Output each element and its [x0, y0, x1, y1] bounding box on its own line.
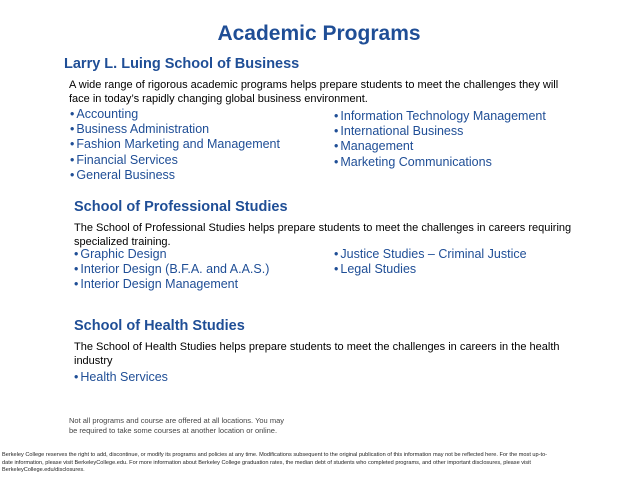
school-business-description: [69, 78, 558, 106]
bullet-icon: •: [334, 124, 339, 139]
program-item: [70, 107, 280, 122]
program-item: [70, 168, 280, 183]
program-item: [74, 262, 269, 277]
bullet-icon: •: [74, 262, 79, 277]
bullet-icon: •: [70, 167, 75, 182]
school-health-programs: [74, 370, 168, 385]
bullet-icon: •: [334, 109, 339, 123]
bullet-icon: •: [334, 139, 339, 154]
footer-line: BerkeleyCollege.edu/disclosures.: [2, 467, 85, 473]
description-line: A wide range of rigorous academic programs helps prepare students to meet the challenges they will: [69, 79, 559, 91]
footer-line: date information, please visit BerkeleyCollege.edu. For more information about Berkeley College graduation rates, the median debt of students who completed programs, and other important disclosures, please visit: [2, 459, 531, 466]
program-label: Information Technology Management: [340, 109, 546, 123]
description-line: The School of Professional Studies helps prepare students to meet the challenges in careers requiring: [74, 222, 572, 234]
school-professional-heading: School of Professional Studies: [74, 199, 288, 215]
program-item: [334, 139, 546, 154]
program-label: Interior Design (B.F.A. and A.A.S.): [80, 262, 270, 277]
note-line: be required to take some courses at another location or online.: [69, 425, 278, 435]
bullet-icon: •: [334, 262, 339, 277]
bullet-icon: •: [70, 107, 75, 121]
program-item: [74, 277, 269, 292]
program-item: [334, 124, 546, 139]
bullet-icon: •: [334, 247, 339, 261]
school-business-programs-right: [334, 109, 546, 170]
description-line: industry: [74, 355, 113, 367]
description-line: The School of Health Studies helps prepare students to meet the challenges in careers in the health: [74, 341, 560, 353]
program-item: [74, 370, 168, 385]
school-professional-programs-left: [74, 247, 269, 293]
school-professional-programs-right: [334, 247, 527, 277]
program-item: [334, 109, 546, 124]
school-business-programs-left: [70, 107, 280, 183]
program-label: Marketing Communications: [340, 154, 492, 169]
bullet-icon: •: [74, 277, 79, 292]
program-item: [334, 155, 546, 170]
program-label: Management: [340, 139, 414, 154]
program-label: Fashion Marketing and Management: [76, 137, 280, 152]
program-label: Accounting: [76, 107, 139, 121]
program-label: Business Administration: [76, 122, 210, 137]
school-professional-description: [74, 221, 571, 249]
bullet-icon: •: [334, 154, 339, 169]
program-label: Health Services: [80, 370, 168, 384]
program-item: [334, 247, 527, 262]
description-line: face in today’s rapidly changing global business environment.: [69, 93, 368, 105]
program-label: Legal Studies: [340, 262, 417, 277]
school-health-description: [74, 340, 560, 368]
footer-line: Berkeley College reserves the right to add, discontinue, or modify its programs and policies at any time. Modifications subsequent to the original publication of this information may not be reflected here. For the most up-to-: [2, 452, 548, 458]
bullet-icon: •: [70, 152, 75, 167]
bullet-icon: •: [74, 370, 79, 384]
footer-disclaimer: [2, 452, 636, 475]
program-label: General Business: [76, 167, 176, 182]
program-label: Justice Studies – Criminal Justice: [340, 247, 527, 261]
program-label: Financial Services: [76, 152, 178, 167]
program-label: Graphic Design: [80, 247, 167, 261]
page-title: Academic Programs: [217, 22, 421, 45]
bullet-icon: •: [70, 122, 75, 137]
program-item: [70, 137, 280, 152]
note-line: Not all programs and course are offered at all locations. You may: [69, 416, 284, 425]
availability-note: [69, 416, 284, 435]
program-item: [70, 122, 280, 137]
school-health-heading: School of Health Studies: [74, 318, 245, 334]
school-business-heading: Larry L. Luing School of Business: [64, 56, 300, 72]
program-item: [74, 247, 269, 262]
bullet-icon: •: [74, 247, 79, 261]
bullet-icon: •: [70, 137, 75, 152]
program-label: International Business: [340, 124, 464, 139]
program-label: Interior Design Management: [80, 277, 239, 292]
description-line: specialized training.: [74, 236, 171, 248]
program-item: [70, 153, 280, 168]
program-item: [334, 262, 527, 277]
